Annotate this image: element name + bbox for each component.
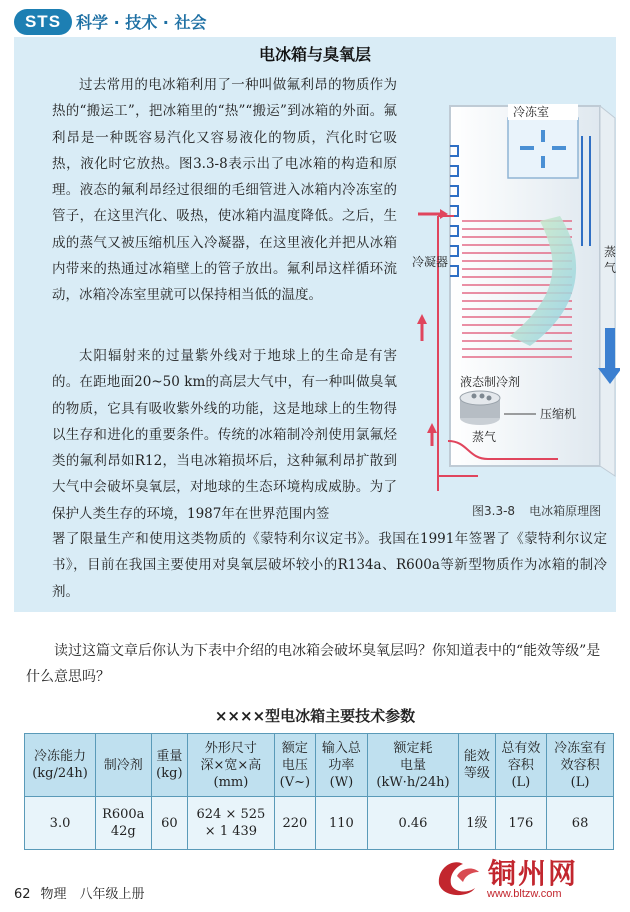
page-footer [14, 883, 145, 902]
red-arrow-mid-head [417, 314, 427, 324]
table-cell: 110 [316, 797, 368, 850]
table-header-cell: 冷冻室有 效容积 (L) [547, 734, 614, 797]
label-freezer: 冷冻室 [513, 105, 550, 119]
spec-table [24, 733, 614, 850]
table-cell: 60 [151, 797, 188, 850]
red-arrow-upper-head [440, 209, 448, 219]
article-paragraph-1: 过去常用的电冰箱利用了一种叫做氟利昂的物质作为热的“搬运工”，把冰箱里的“热”“搬运”到冰箱的外面。氟利昂是一种既容易汽化又容易液化的物质，汽化时它吸热，液化时它放热。图3.3-8表示出了电冰箱的构造和原理。液态的氟利昂经过很细的毛细管进入冰箱内冷冻室的管子，在这里汽化、吸热，使冰箱内温度降低。之后，生成的蒸气又被压缩机压入冷凝器，在这里液化并把从冰箱内带来的热通过冰箱壁上的管子放出。氟利昂这样循环流动，冰箱冷冻室里就可以保持相当低的温度。 [52, 77, 397, 304]
table-header-cell: 额定耗 电量 (kW·h/24h) [367, 734, 459, 797]
label-condenser: 冷凝器 [412, 255, 449, 269]
figure-caption [472, 502, 615, 519]
page-number: 62 [14, 887, 31, 902]
red-arrow-low-head [427, 423, 437, 433]
figure-number: 图3.3-8 [472, 504, 516, 518]
table-row [25, 797, 614, 850]
sts-badge: STS [14, 9, 72, 35]
label-liquid-refrigerant: 液态制冷剂 [460, 375, 521, 389]
table-cell: 176 [495, 797, 547, 850]
table-header-cell: 能效 等级 [459, 734, 495, 797]
table-title: ××××型电冰箱主要技术参数 [214, 707, 416, 725]
watermark [433, 852, 613, 902]
article-paragraph-2: 太阳辐射来的过量紫外线对于地球上的生命是有害的。在距地面20~50 km的高层大气中，有一种叫做臭氧的物质，它具有吸收紫外线的功能，这是地球上的生物得以生存和进化的重要条件。传统的冰箱制冷剂使用氯氟烃类的氟利昂如R12，当电冰箱损坏后，这种氟利昂扩散到大气中会破坏臭氧层，对地球的生态环境构成威胁。为了保护人类生存的环境，1987年在世界范围内签 [52, 348, 397, 522]
freezer-box [508, 118, 578, 178]
refrigerator-diagram [410, 96, 620, 491]
compressor [460, 391, 500, 425]
table-header-cell: 重量 (kg) [151, 734, 188, 797]
article-paragraph-2-continued: 署了限量生产和使用这类物质的《蒙特利尔议定书》。我国在1991年签署了《蒙特利尔议定书》，目前在我国主要使用对臭氧层破坏较小的R134a、R600a等新型物质作为冰箱的制冷剂。 [52, 531, 607, 600]
table-header-cell: 外形尺寸 深×宽×高 (mm) [188, 734, 274, 797]
table-header-cell: 额定 电压 (V~) [274, 734, 316, 797]
label-vapor-right-2: 气 [604, 261, 617, 275]
question-text: 读过这篇文章后你认为下表中介绍的电冰箱会破坏臭氧层吗？你知道表中的“能效等级”是什么意思吗？ [26, 643, 601, 685]
watermark-name: 铜州网 [488, 857, 579, 890]
book-title: 物理 八年级上册 [40, 887, 145, 902]
table-header-cell: 输入总 功率 (W) [316, 734, 368, 797]
label-vapor-right-1: 蒸 [604, 245, 617, 259]
table-cell: 624 × 525 × 1 439 [188, 797, 274, 850]
table-cell: 3.0 [25, 797, 96, 850]
table-cell: 68 [547, 797, 614, 850]
label-compressor: 压缩机 [540, 407, 577, 421]
table-cell: R600a 42g [96, 797, 151, 850]
label-vapor-bottom: 蒸气 [472, 430, 497, 444]
table-cell: 0.46 [367, 797, 459, 850]
sts-header [14, 9, 614, 35]
table-cell: 1级 [459, 797, 495, 850]
table-header-row [25, 734, 614, 797]
figure-caption-text: 电冰箱原理图 [529, 504, 602, 518]
section-title: 科学 · 技术 · 社会 [76, 13, 207, 32]
fridge-side [600, 106, 615, 476]
watermark-logo [433, 854, 483, 898]
watermark-url: www.bltzw.com [487, 888, 562, 900]
table-header-cell: 冷冻能力 (kg/24h) [25, 734, 96, 797]
table-header-cell: 总有效 容积 (L) [495, 734, 547, 797]
table-cell: 220 [274, 797, 316, 850]
table-header-cell: 制冷剂 [96, 734, 151, 797]
article-title: 电冰箱与臭氧层 [258, 45, 371, 64]
